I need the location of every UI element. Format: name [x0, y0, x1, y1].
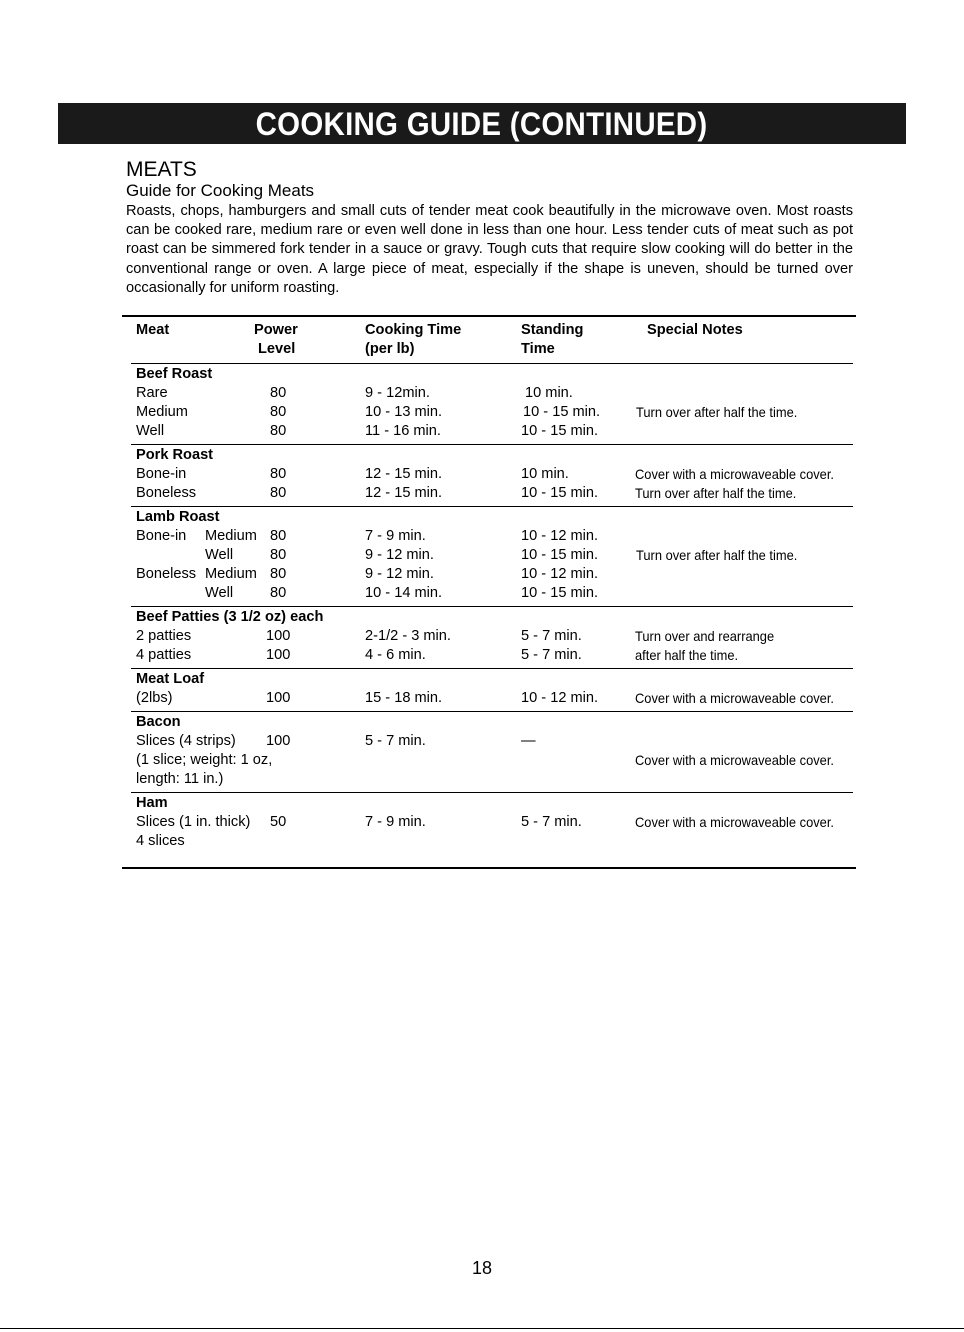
table-cell: Boneless	[136, 485, 197, 501]
table-cell: 10 - 13 min.	[365, 404, 443, 420]
table-cell: 15 - 18 min.	[365, 690, 443, 706]
table-cell: 80	[270, 585, 287, 601]
table-cell: Well	[136, 423, 165, 439]
intro-paragraph: Roasts, chops, hamburgers and small cuts of tender meat cook beautifully in the microwave oven. Most roasts can be cooked rare, medium rare or even well done in less than one hour. Less tender cuts of meat such as pot roast can be simmered fork tender in a sauce or gravy. Tough cuts that require slow cooking will do better in the conventional range or oven. A large piece of meat, especially if the shape is uneven, should be turned over occasionally for uniform roasting.	[126, 203, 853, 296]
table-cell: 9 - 12min.	[365, 385, 430, 401]
table-cell: 12 - 15 min.	[365, 485, 443, 501]
table-cell: Bone-in	[136, 528, 187, 544]
table-cell: 5 - 7 min.	[521, 628, 582, 644]
table-cell: 80	[270, 423, 287, 439]
table-cell: 10 - 12 min.	[521, 566, 599, 582]
table-cell: Bone-in	[136, 466, 187, 482]
header-time: Time	[521, 341, 555, 357]
table-cell: 5 - 7 min.	[365, 733, 426, 749]
header-per-lb: (per lb)	[365, 341, 415, 357]
table-cell: 80	[270, 385, 287, 401]
table-note: after half the time.	[635, 647, 739, 663]
row-divider	[131, 792, 853, 793]
row-divider	[131, 363, 853, 364]
table-cell: 10 min.	[521, 466, 569, 482]
table-cell: 2-1/2 - 3 min.	[365, 628, 451, 644]
table-cell: 5 - 7 min.	[521, 814, 582, 830]
header-cooking-time: Cooking Time	[365, 322, 462, 338]
table-cell: 10 - 15 min.	[521, 547, 599, 563]
table-cell: 7 - 9 min.	[365, 814, 426, 830]
table-cell: Well	[205, 547, 234, 563]
group-title-lamb-roast: Lamb Roast	[136, 509, 220, 525]
table-cell: Medium	[136, 404, 188, 420]
row-divider	[131, 668, 853, 669]
page-banner	[58, 103, 906, 144]
table-cell: 80	[270, 566, 287, 582]
table-cell: 10 - 15 min.	[523, 404, 601, 420]
group-title-ham: Ham	[136, 795, 168, 811]
group-title-bacon: Bacon	[136, 714, 181, 730]
page-number: 18	[471, 1258, 493, 1278]
table-note: Turn over after half the time.	[635, 485, 797, 501]
table-cell: —	[521, 733, 536, 749]
table-cell: (1 slice; weight: 1 oz,	[136, 752, 273, 768]
table-cell: 10 min.	[525, 385, 573, 401]
table-cell: 80	[270, 404, 287, 420]
table-cell: 4 patties	[136, 647, 192, 663]
table-cell: 100	[266, 733, 291, 749]
table-cell: Boneless	[136, 566, 197, 582]
table-cell: 9 - 12 min.	[365, 547, 434, 563]
table-cell: Slices (4 strips)	[136, 733, 236, 749]
table-note: Cover with a microwaveable cover.	[635, 466, 835, 482]
table-cell: 10 - 15 min.	[521, 485, 599, 501]
table-cell: Medium	[205, 528, 257, 544]
header-meat: Meat	[136, 322, 170, 338]
table-cell: Well	[205, 585, 234, 601]
header-level: Level	[258, 341, 296, 357]
table-note: Turn over after half the time.	[636, 547, 798, 563]
table-cell: 80	[270, 547, 287, 563]
subsection-title: Guide for Cooking Meats	[126, 181, 315, 200]
table-cell: 100	[266, 647, 291, 663]
table-cell: 100	[266, 628, 291, 644]
table-cell: 9 - 12 min.	[365, 566, 434, 582]
row-divider	[131, 606, 853, 607]
table-bottom-rule	[122, 867, 856, 869]
group-title-meat-loaf: Meat Loaf	[136, 671, 205, 687]
group-title-beef-roast: Beef Roast	[136, 366, 213, 382]
table-cell: 4 slices	[136, 833, 185, 849]
section-title: MEATS	[126, 158, 197, 181]
table-cell: Slices (1 in. thick)	[136, 814, 251, 830]
table-cell: Rare	[136, 385, 168, 401]
table-cell: (2lbs)	[136, 690, 173, 706]
table-cell: 10 - 14 min.	[365, 585, 443, 601]
table-cell: 11 - 16 min.	[365, 423, 441, 439]
table-cell: 5 - 7 min.	[521, 647, 582, 663]
row-divider	[131, 711, 853, 712]
table-cell: 80	[270, 466, 287, 482]
table-cell: 100	[266, 690, 291, 706]
table-cell: Medium	[205, 566, 257, 582]
table-note: Cover with a microwaveable cover.	[635, 690, 835, 706]
group-title-pork-roast: Pork Roast	[136, 447, 214, 463]
table-cell: 2 patties	[136, 628, 192, 644]
table-cell: 7 - 9 min.	[365, 528, 426, 544]
table-cell: 10 - 12 min.	[521, 690, 599, 706]
table-note: Cover with a microwaveable cover.	[635, 752, 835, 768]
row-divider	[131, 506, 853, 507]
header-power: Power	[254, 322, 298, 338]
group-title-beef-patties: Beef Patties (3 1/2 oz) each	[136, 609, 324, 625]
table-cell: 12 - 15 min.	[365, 466, 443, 482]
table-top-rule	[122, 315, 856, 317]
banner-title: COOKING GUIDE (CONTINUED)	[256, 106, 708, 142]
row-divider	[131, 444, 853, 445]
table-cell: 80	[270, 528, 287, 544]
table-cell: 10 - 12 min.	[521, 528, 599, 544]
table-cell: 50	[270, 814, 287, 830]
table-cell: 10 - 15 min.	[521, 585, 599, 601]
table-note: Turn over after half the time.	[636, 404, 798, 420]
table-cell: 80	[270, 485, 287, 501]
page-bottom-line	[0, 1328, 964, 1329]
table-cell: 4 - 6 min.	[365, 647, 426, 663]
table-cell: 10 - 15 min.	[521, 423, 599, 439]
header-special-notes: Special Notes	[647, 322, 743, 338]
table-note: Cover with a microwaveable cover.	[635, 814, 835, 830]
table-note: Turn over and rearrange	[635, 628, 775, 644]
table-cell: length: 11 in.)	[136, 771, 224, 787]
header-standing: Standing	[521, 322, 584, 338]
